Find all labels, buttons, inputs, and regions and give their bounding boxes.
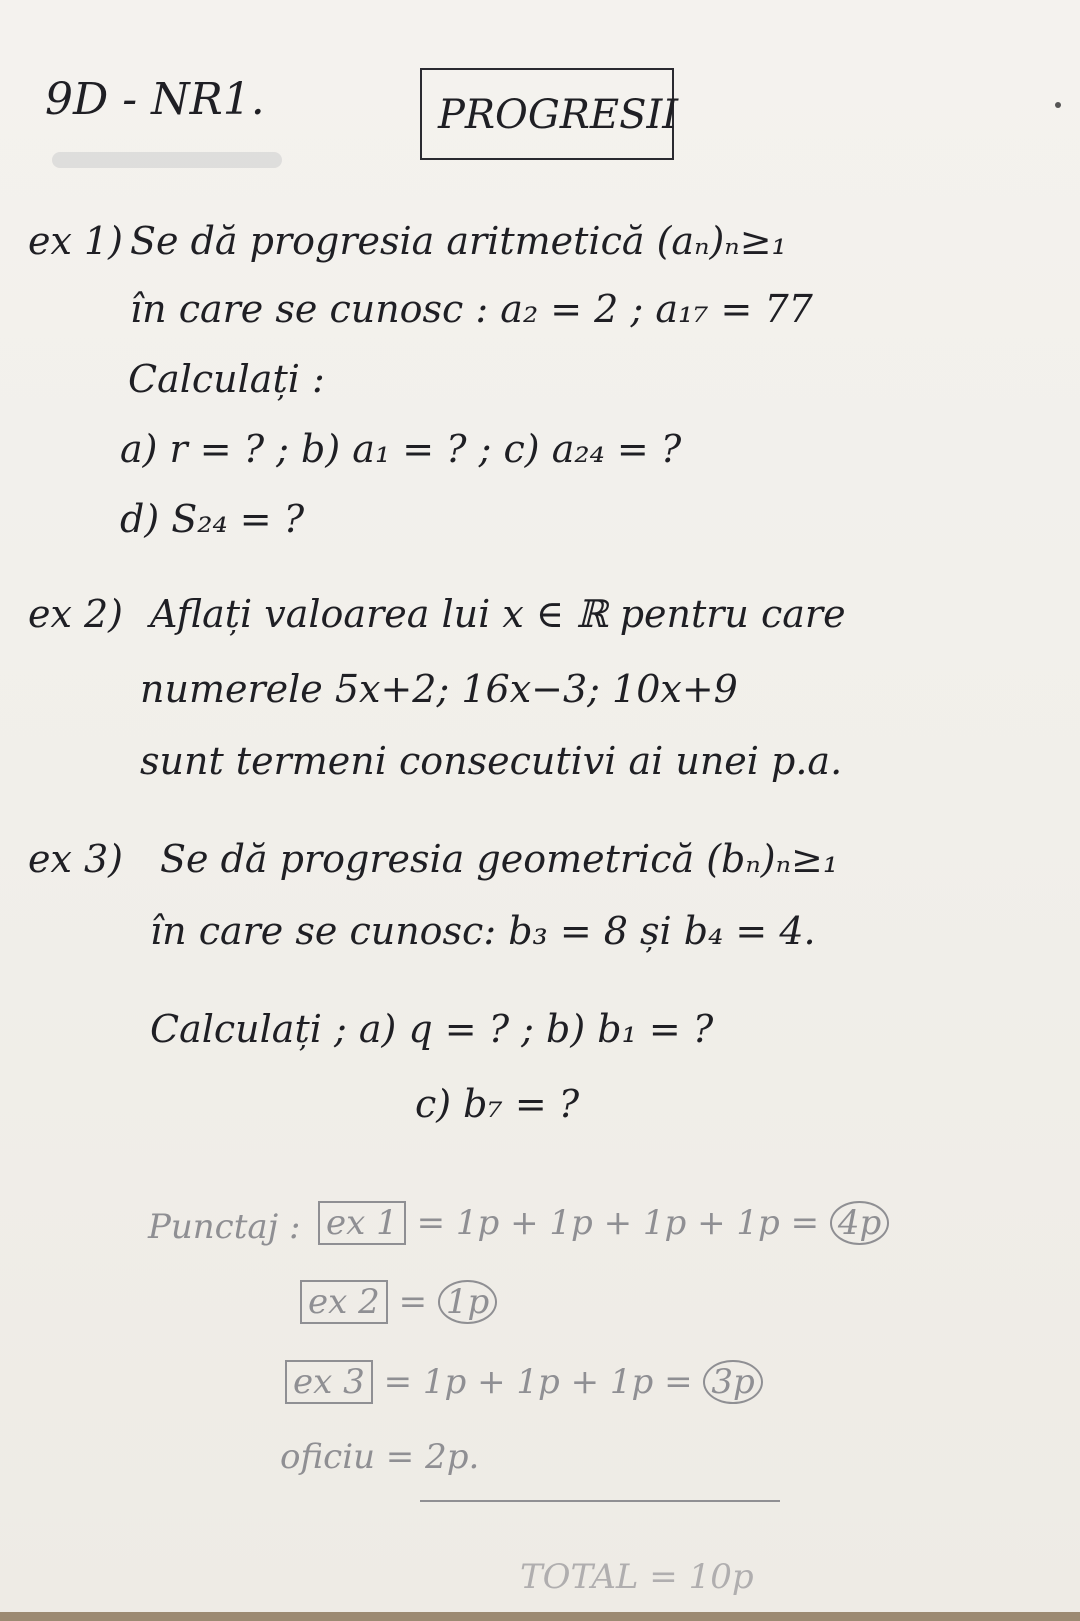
ink-dot [1055,102,1061,108]
oficiu-label: oficiu = [280,1437,415,1477]
ex3-score-expr: = 1p + 1p + 1p = [383,1362,693,1402]
smudge [52,152,282,168]
table-edge [0,1612,1080,1621]
total-line: TOTAL = 10p [520,1557,754,1597]
ex1-line2: în care se cunosc : a₂ = 2 ; a₁₇ = 77 [130,287,813,331]
ex1-line5: d) S₂₄ = ? [120,497,305,541]
ex1-score-expr: = 1p + 1p + 1p + 1p = [416,1203,820,1243]
class-label: 9D - NR1. [45,74,265,125]
ex3-line4: c) b₇ = ? [415,1082,580,1126]
scoring-row-ex2: ex 2 = 1p [300,1285,497,1319]
sum-underline [420,1500,780,1502]
ex2-label: ex 2) [28,592,123,636]
page-title: PROGRESII [438,92,679,138]
scoring-row-ex1 [318,1203,889,1243]
ex2-line2: numerele 5x+2; 16x−3; 10x+9 [140,667,738,711]
title-box [420,68,679,160]
ex1-line1: Se dă progresia aritmetică (aₙ)ₙ≥₁ [130,219,787,263]
ex3-line2: în care se cunosc: b₃ = 8 și b₄ = 4. [150,909,816,953]
ex2-line3: sunt termeni consecutivi ai unei p.a. [140,739,843,783]
ex1-score-box: ex 1 [318,1201,406,1245]
oficiu-value: 2p. [425,1437,480,1477]
ex2-score-box: ex 2 [300,1280,388,1324]
ex1-score-total: 4p [830,1201,889,1245]
ex3-score-box: ex 3 [285,1360,373,1404]
ex1-line3: Calculați : [128,357,325,401]
ex3-line3: Calculați ; a) q = ? ; b) b₁ = ? [150,1007,714,1051]
scoring-row-ex3 [285,1362,763,1402]
ex2-line1: Aflați valoarea lui x ∈ ℝ pentru care [150,592,846,636]
ex2-score-total: 1p [438,1280,497,1324]
scoring-label: Punctaj : [148,1207,301,1247]
ex1-line4: a) r = ? ; b) a₁ = ? ; c) a₂₄ = ? [120,427,682,471]
ex3-line1: Se dă progresia geometrică (bₙ)ₙ≥₁ [160,837,839,881]
scoring-row-oficiu [280,1437,480,1477]
ex3-label: ex 3) [28,837,123,881]
ex1-label: ex 1) [28,219,123,263]
ex3-score-total: 3p [703,1360,762,1404]
